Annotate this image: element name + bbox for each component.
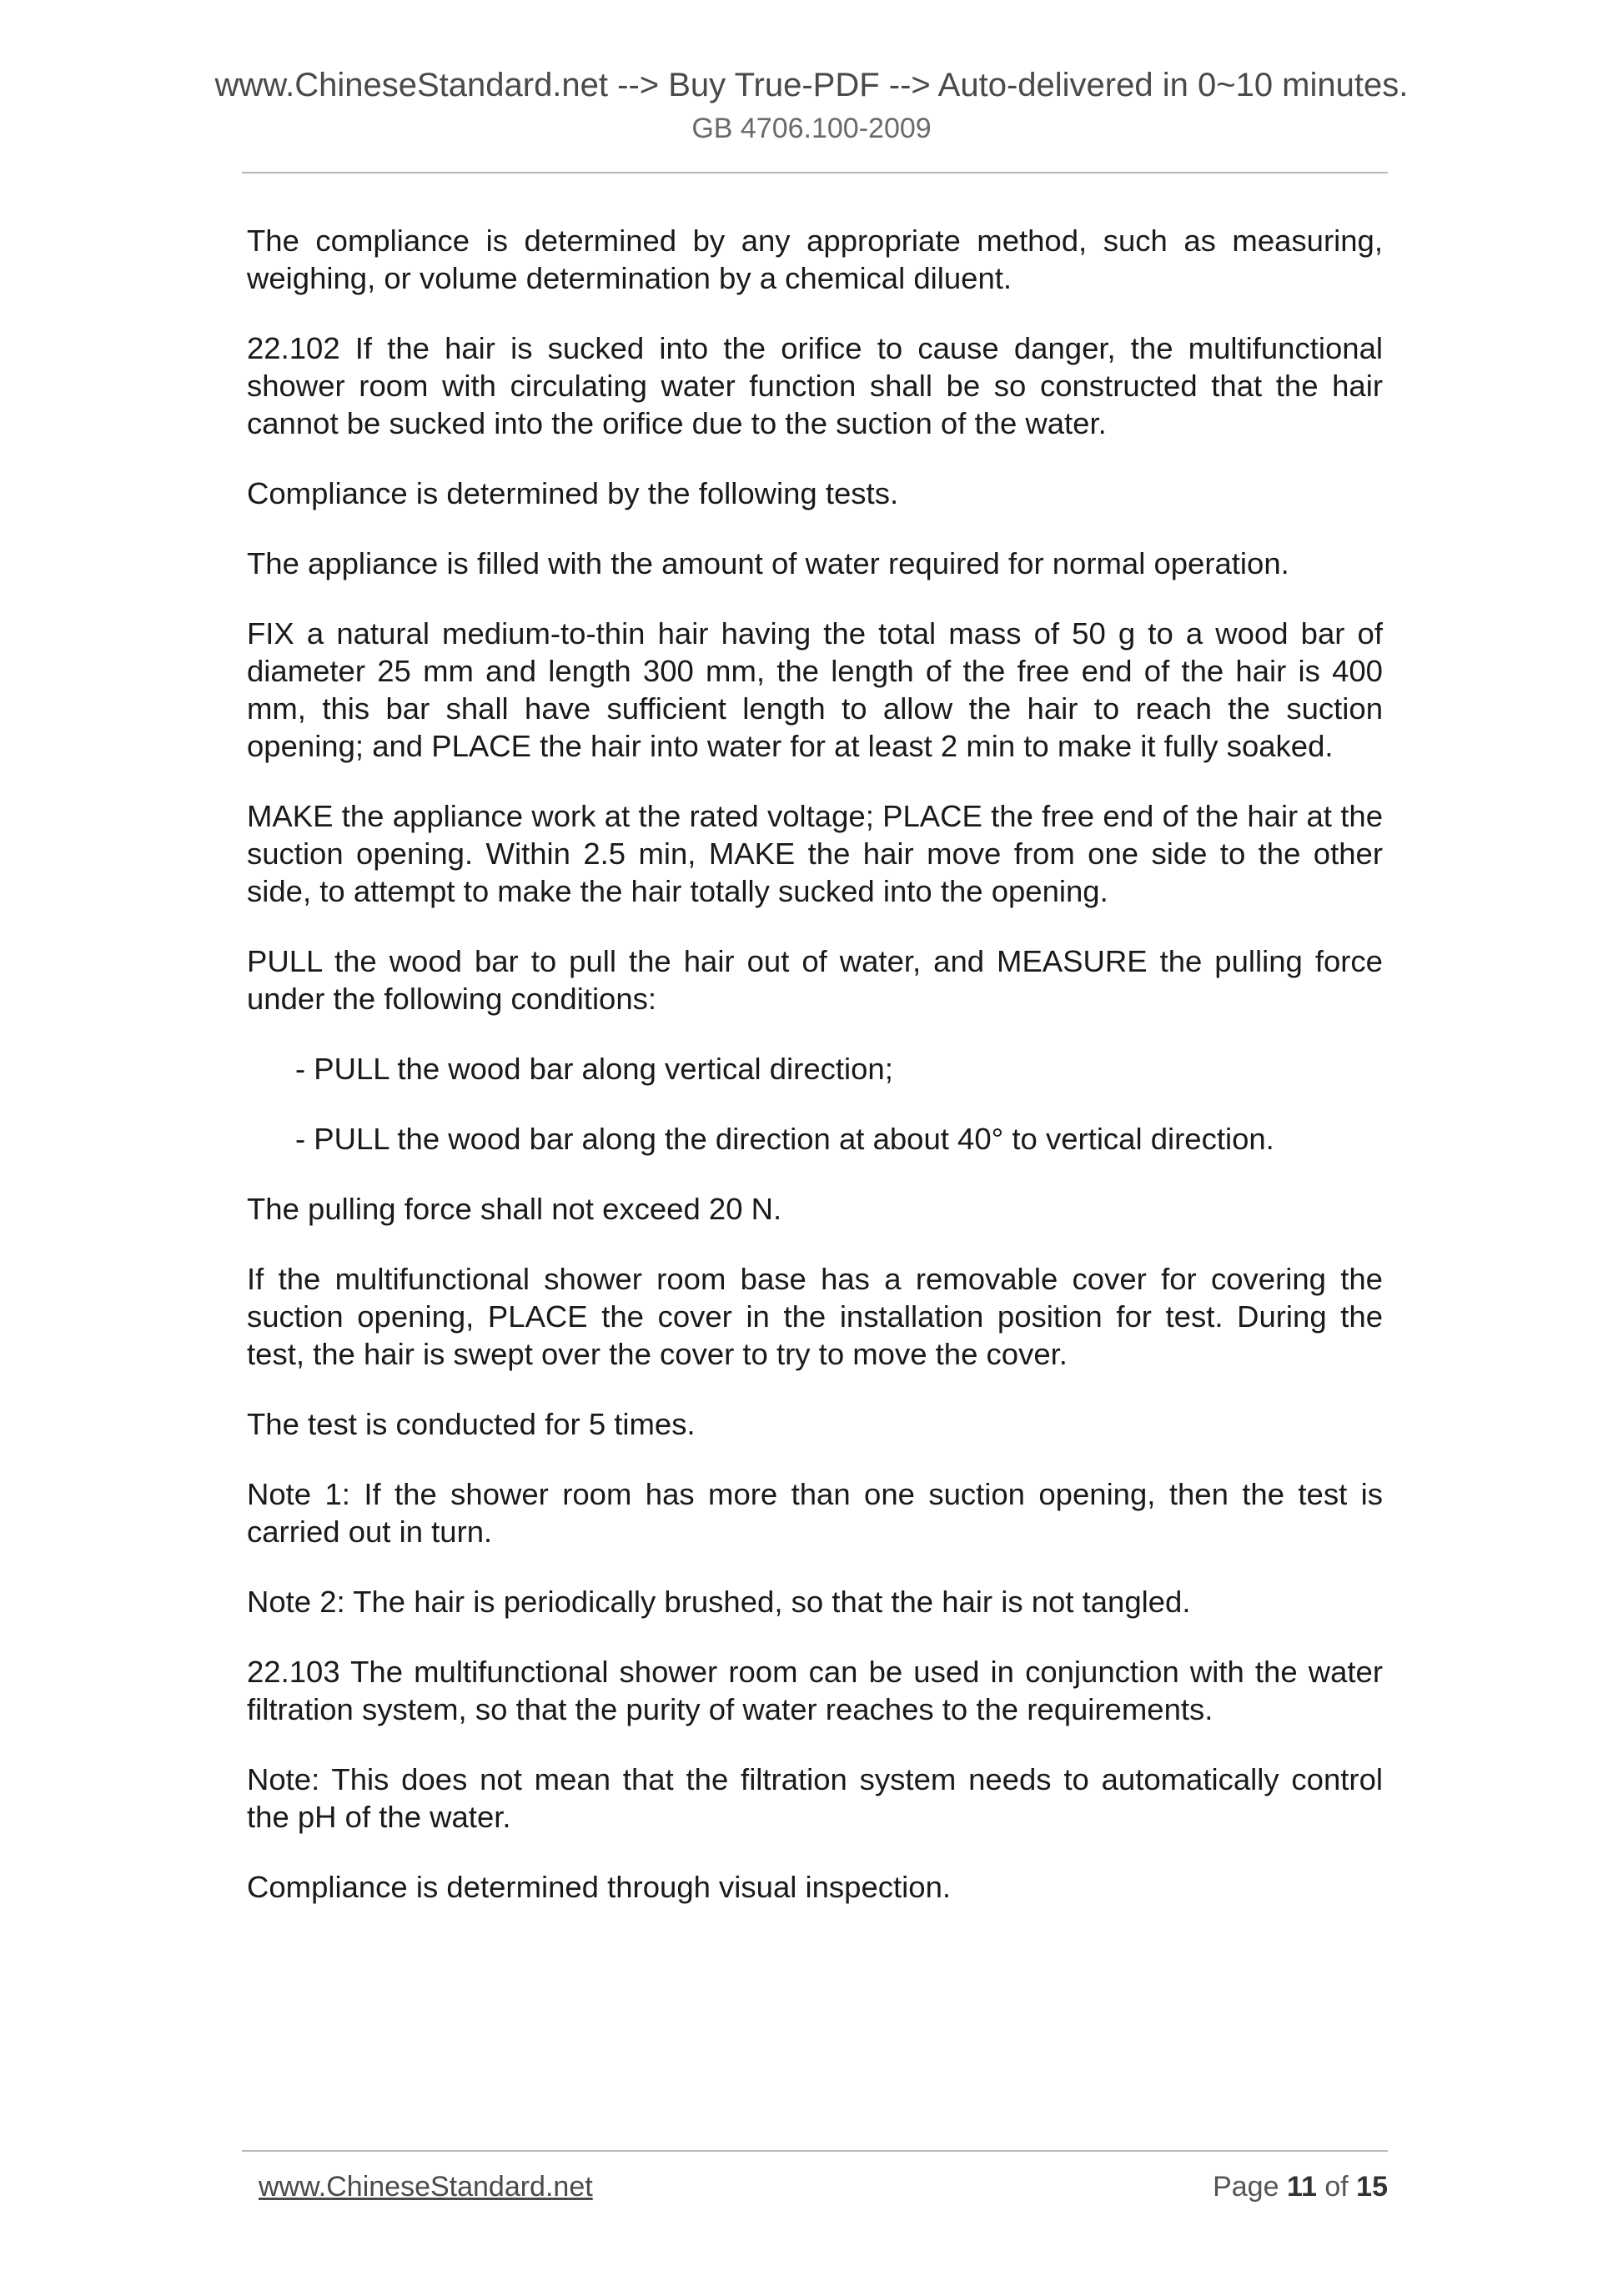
list-item-vertical: - PULL the wood bar along vertical direction; xyxy=(295,1052,893,1086)
note-2: Note 2: The hair is periodically brushed, so that the hair is not tangled. xyxy=(247,1585,1191,1619)
paragraph-removable-cover: If the multifunctional shower room base has a removable cover for covering the suction opening, PLACE the cover in the installation position for test. During the test, the hair is swept over the cover to try to move the cover. xyxy=(247,1262,1383,1371)
paragraph-test-times: The test is conducted for 5 times. xyxy=(247,1407,696,1441)
note-1: Note 1: If the shower room has more than one suction opening, then the test is carried out in turn. xyxy=(247,1477,1383,1549)
page-word: Page xyxy=(1213,2171,1279,2203)
paragraph-fix-hair: FIX a natural medium-to-thin hair having the total mass of 50 g to a wood bar of diameter 25 mm and length 300 mm, the length of the free end of the hair is 400 mm, this bar shall have sufficient length to allow the hair to reach the suction opening; and PLACE the hair into water for at least 2 min to make it fully soaked. xyxy=(247,616,1383,763)
document-body xyxy=(247,222,1383,1938)
paragraph-clause-22-102: 22.102 If the hair is sucked into the orifice to cause danger, the multifunctional shower room with circulating water function shall be so constructed that the hair cannot be sucked into the orifice due to the suction of the water. xyxy=(247,331,1383,440)
header-banner[interactable]: www.ChineseStandard.net --> Buy True-PDF --> Auto-delivered in 0~10 minutes. xyxy=(214,67,1409,103)
page-number xyxy=(1213,2168,1388,2205)
paragraph-pulling-force: The pulling force shall not exceed 20 N. xyxy=(247,1192,782,1226)
paragraph-appliance-filled: The appliance is filled with the amount of water required for normal operation. xyxy=(247,546,1289,580)
list-item-40-degrees: - PULL the wood bar along the direction at about 40° to vertical direction. xyxy=(295,1122,1274,1156)
paragraph-make-appliance-work: MAKE the appliance work at the rated voltage; PLACE the free end of the hair at the suction opening. Within 2.5 min, MAKE the hair move from one side to the other side, to attempt to make the hair totally sucked into the opening. xyxy=(247,799,1383,908)
paragraph-compliance-method: The compliance is determined by any appropriate method, such as measuring, weighing, or volume determination by a chemical diluent. xyxy=(247,224,1383,295)
note-filtration: Note: This does not mean that the filtration system needs to automatically control the pH of the water. xyxy=(247,1762,1383,1834)
footer-divider xyxy=(242,2150,1388,2152)
paragraph-pull-wood-bar: PULL the wood bar to pull the hair out of water, and MEASURE the pulling force under the following conditions: xyxy=(247,944,1383,1016)
page-of-word: of xyxy=(1324,2171,1349,2203)
page-header xyxy=(0,63,1623,147)
paragraph-clause-22-103: 22.103 The multifunctional shower room can be used in conjunction with the water filtration system, so that the purity of water reaches to the requirements. xyxy=(247,1655,1383,1726)
page-total: 15 xyxy=(1356,2171,1388,2203)
paragraph-compliance-tests: Compliance is determined by the following tests. xyxy=(247,476,899,510)
header-divider xyxy=(242,172,1388,173)
document-code: GB 4706.100-2009 xyxy=(691,113,932,144)
paragraph-visual-inspection: Compliance is determined through visual inspection. xyxy=(247,1870,952,1904)
footer-website-link[interactable]: www.ChineseStandard.net xyxy=(259,2171,593,2203)
page-current: 11 xyxy=(1286,2171,1317,2203)
